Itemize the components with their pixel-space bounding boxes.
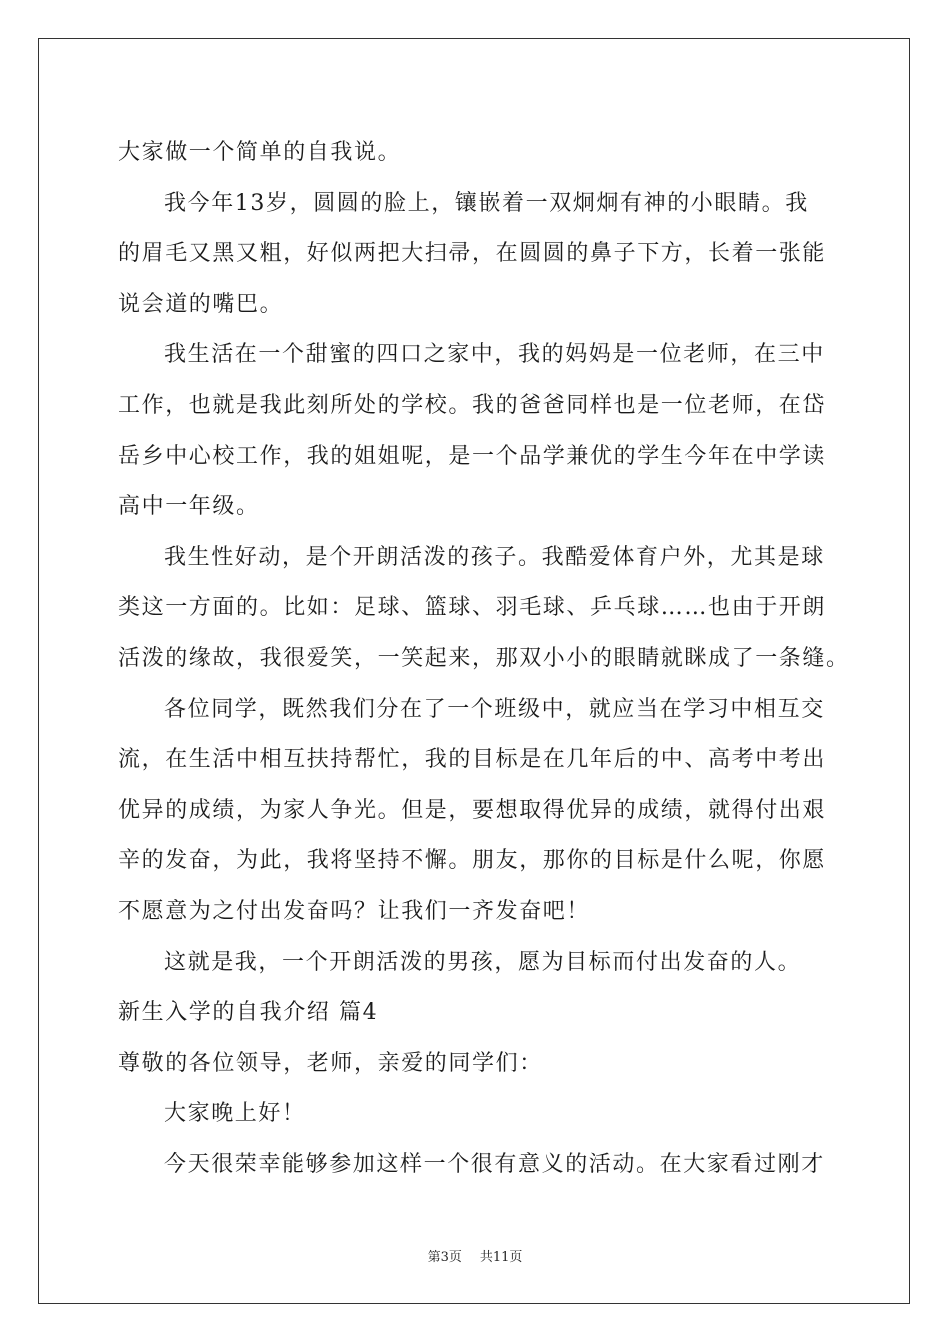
- text-line: 我今年13岁，圆圆的脸上，镶嵌着一双炯炯有神的小眼睛。我: [164, 190, 809, 216]
- text-line: 辛的发奋，为此，我将坚持不懈。朋友，那你的目标是什么呢，你愿: [118, 848, 827, 874]
- text-line: 不愿意为之付出发奋吗？让我们一齐发奋吧！: [118, 898, 591, 924]
- text-line: 活泼的缘故，我很爱笑，一笑起来，那双小小的眼睛就眯成了一条缝。: [118, 645, 850, 671]
- text-line: 尊敬的各位领导，老师，亲爱的同学们：: [118, 1050, 543, 1076]
- text-line: 的眉毛又黑又粗，好似两把大扫帚，在圆圆的鼻子下方，长着一张能: [118, 241, 827, 267]
- text-line: 我生活在一个甜蜜的四口之家中，我的妈妈是一位老师，在三中: [164, 342, 825, 368]
- section-heading: 新生入学的自我介绍 篇4: [118, 1000, 379, 1026]
- page-number: 第3页: [427, 1250, 462, 1265]
- document-body: [118, 128, 850, 1190]
- text-line: 类这一方面的。比如：足球、篮球、羽毛球、乒乓球……也由于开朗: [118, 595, 827, 621]
- text-line: 各位同学，既然我们分在了一个班级中，就应当在学习中相互交: [164, 696, 825, 722]
- text-line: 今天很荣幸能够参加这样一个很有意义的活动。在大家看过刚才: [164, 1151, 825, 1177]
- text-line: 流，在生活中相互扶持帮忙，我的目标是在几年后的中、高考中考出: [118, 747, 827, 773]
- page-total: 共11页: [479, 1250, 523, 1265]
- text-line: 工作，也就是我此刻所处的学校。我的爸爸同样也是一位老师，在岱: [118, 392, 827, 418]
- text-line: 这就是我，一个开朗活泼的男孩，愿为目标而付出发奋的人。: [164, 949, 802, 975]
- text-line: 优异的成绩，为家人争光。但是，要想取得优异的成绩，就得付出艰: [118, 797, 827, 823]
- text-line: 大家晚上好！: [164, 1101, 306, 1127]
- text-line: 岳乡中心校工作，我的姐姐呢，是一个品学兼优的学生今年在中学读: [118, 443, 827, 469]
- page-footer: [0, 1246, 950, 1265]
- text-line: 高中一年级。: [118, 494, 260, 520]
- text-line: 我生性好动，是个开朗活泼的孩子。我酷爱体育户外，尤其是球: [164, 544, 825, 570]
- text-line: 说会道的嘴巴。: [118, 291, 284, 317]
- text-line: 大家做一个简单的自我说。: [118, 140, 402, 165]
